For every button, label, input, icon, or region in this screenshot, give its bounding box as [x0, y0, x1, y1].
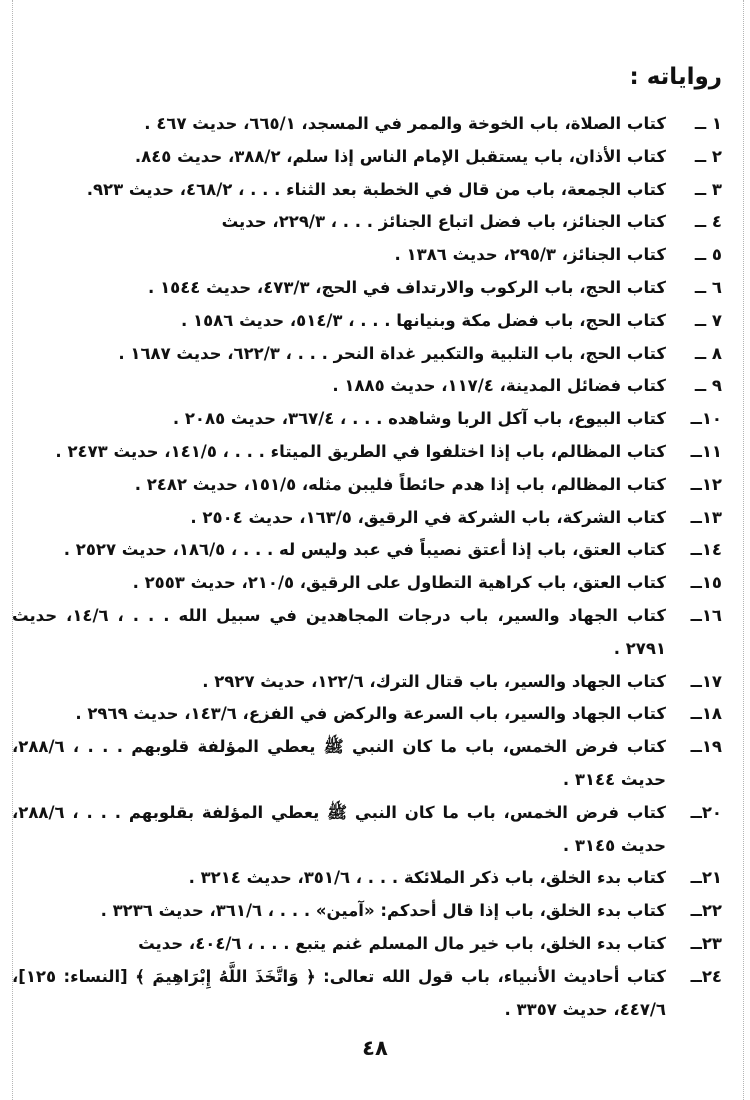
- item-number: ١٩ــ: [690, 737, 722, 757]
- item-number: ٢٣ــ: [690, 933, 722, 953]
- list-item: [12, 272, 722, 305]
- item-reference: كتاب الجمعة، باب من قال في الخطبة بعد الثناء . . . ، ٤٦٨/٢، حديث ٩٢٣.: [86, 179, 666, 199]
- list-item: [12, 698, 722, 731]
- list-item: [12, 436, 722, 469]
- item-number: ١٠ــ: [690, 409, 722, 429]
- item-reference: كتاب فضائل المدينة، ١١٧/٤، حديث ١٨٨٥ .: [332, 376, 666, 396]
- item-number: ٢ ــ: [694, 146, 722, 166]
- list-item: [12, 666, 722, 699]
- list-item: [12, 534, 722, 567]
- item-reference: كتاب الأذان، باب يستقبل الإمام الناس إذا سلم، ٣٨٨/٢، حديث ٨٤٥.: [134, 146, 666, 166]
- list-item: [12, 403, 722, 436]
- list-item: [12, 895, 722, 928]
- narrations-list: [12, 108, 722, 1026]
- list-item: [12, 174, 722, 207]
- list-item: [12, 567, 722, 600]
- list-item: [12, 961, 722, 1027]
- item-number: ٩ ــ: [694, 376, 722, 396]
- list-item: [12, 305, 722, 338]
- item-reference: كتاب البيوع، باب آكل الربا وشاهده . . . ، ٣٦٧/٤، حديث ٢٠٨٥ .: [172, 409, 666, 429]
- item-reference: كتاب أحاديث الأنبياء، باب قول الله تعالى: ﴿ وَاتَّخَذَ اللَّهُ إِبْرَاهِيمَ ﴾ [النساء: ١٢٥]، ٤٤٧/٦، حديث ٣٣٥٧ .: [12, 966, 666, 1019]
- item-reference: كتاب فرض الخمس، باب ما كان النبي ﷺ يعطي المؤلفة قلوبهم . . . ، ٢٨٨/٦، حديث ٣١٤٤ .: [12, 737, 666, 789]
- item-number: ١٦ــ: [690, 605, 722, 625]
- item-reference: كتاب الجهاد والسير، باب درجات المجاهدين في سبيل الله . . . ، ١٤/٦، حديث ٢٧٩١ .: [12, 605, 666, 658]
- item-number: ٢٤ــ: [690, 966, 722, 986]
- list-item: [12, 797, 722, 863]
- list-item: [12, 108, 722, 141]
- item-number: ١٧ــ: [690, 671, 722, 691]
- list-item: [12, 239, 722, 272]
- item-number: ٢٠ــ: [690, 802, 722, 822]
- item-number: ١٢ــ: [690, 474, 722, 494]
- item-reference: كتاب بدء الخلق، باب خير مال المسلم غنم يتبع . . . ، ٤٠٤/٦، حديث: [138, 933, 666, 953]
- list-item: [12, 370, 722, 403]
- list-item: [12, 469, 722, 502]
- item-number: ١١ــ: [690, 441, 722, 461]
- item-number: ١٤ــ: [690, 540, 722, 560]
- item-reference: كتاب الحج، باب الركوب والارتداف في الحج، ٤٧٣/٣، حديث ١٥٤٤ .: [148, 277, 666, 297]
- item-reference: كتاب الجنائز، باب فضل اتباع الجنائز . . . ، ٢٢٩/٣، حديث: [221, 212, 666, 232]
- item-number: ١ ــ: [694, 114, 722, 133]
- item-number: ٣ ــ: [694, 179, 722, 199]
- item-number: ٤ ــ: [694, 212, 722, 232]
- item-number: ٥ ــ: [694, 245, 722, 265]
- item-number: ٢٢ــ: [690, 901, 722, 921]
- item-reference: كتاب الحج، باب فضل مكة وبنيانها . . . ، ٥١٤/٣، حديث ١٥٨٦ .: [181, 310, 666, 330]
- list-item: [12, 731, 722, 797]
- list-item: [12, 206, 722, 239]
- item-number: ٢١ــ: [690, 868, 722, 888]
- list-item: [12, 862, 722, 895]
- item-reference: كتاب الشركة، باب الشركة في الرقيق، ١٦٣/٥، حديث ٢٥٠٤ .: [190, 507, 666, 527]
- item-number: ٨ ــ: [694, 343, 722, 363]
- item-number: ٧ ــ: [694, 310, 722, 330]
- item-reference: كتاب الحج، باب التلبية والتكبير غداة النحر . . . ، ٦٢٢/٣، حديث ١٦٨٧ .: [118, 343, 666, 363]
- item-reference: كتاب العتق، باب إذا أعتق نصيباً في عبد وليس له . . . ، ١٨٦/٥، حديث ٢٥٢٧ .: [63, 540, 666, 560]
- item-reference: كتاب المظالم، باب إذا هدم حائطاً فليبن مثله، ١٥١/٥، حديث ٢٤٨٢ .: [134, 474, 666, 494]
- page-number: ٤٨: [362, 1036, 388, 1060]
- list-item: [12, 928, 722, 961]
- item-reference: كتاب بدء الخلق، باب إذا قال أحدكم: «آمين» . . . ، ٣٦١/٦، حديث ٣٢٣٦ .: [100, 901, 666, 921]
- item-reference: كتاب العتق، باب كراهية التطاول على الرقيق، ٢١٠/٥، حديث ٢٥٥٣ .: [132, 573, 666, 593]
- item-reference: كتاب الصلاة، باب الخوخة والممر في المسجد، ٦٦٥/١، حديث ٤٦٧ .: [144, 114, 666, 133]
- item-reference: كتاب فرض الخمس، باب ما كان النبي ﷺ يعطي المؤلفة بقلوبهم . . . ، ٢٨٨/٦، حديث ٣١٤٥ .: [12, 802, 666, 855]
- list-item: [12, 141, 722, 174]
- list-item: [12, 338, 722, 371]
- item-number: ١٣ــ: [690, 507, 722, 527]
- item-reference: كتاب الجهاد والسير، باب السرعة والركض في الفزع، ١٤٣/٦، حديث ٢٩٦٩ .: [75, 704, 666, 724]
- item-number: ١٥ــ: [690, 573, 722, 593]
- scan-edge-right: [743, 0, 744, 1100]
- list-item: [12, 600, 722, 666]
- item-reference: كتاب الجنائز، ٢٩٥/٣، حديث ١٣٨٦ .: [394, 245, 666, 265]
- item-reference: كتاب المظالم، باب إذا اختلفوا في الطريق الميتاء . . . ، ١٤١/٥، حديث ٢٤٧٣ .: [55, 441, 666, 461]
- item-number: ١٨ــ: [690, 704, 722, 724]
- list-item: [12, 502, 722, 535]
- section-heading: رواياته :: [629, 64, 722, 90]
- item-reference: كتاب بدء الخلق، باب ذكر الملائكة . . . ، ٣٥١/٦، حديث ٣٢١٤ .: [188, 868, 666, 888]
- item-number: ٦ ــ: [694, 277, 722, 297]
- item-reference: كتاب الجهاد والسير، باب قتال الترك، ١٢٢/٦، حديث ٢٩٢٧ .: [202, 671, 666, 691]
